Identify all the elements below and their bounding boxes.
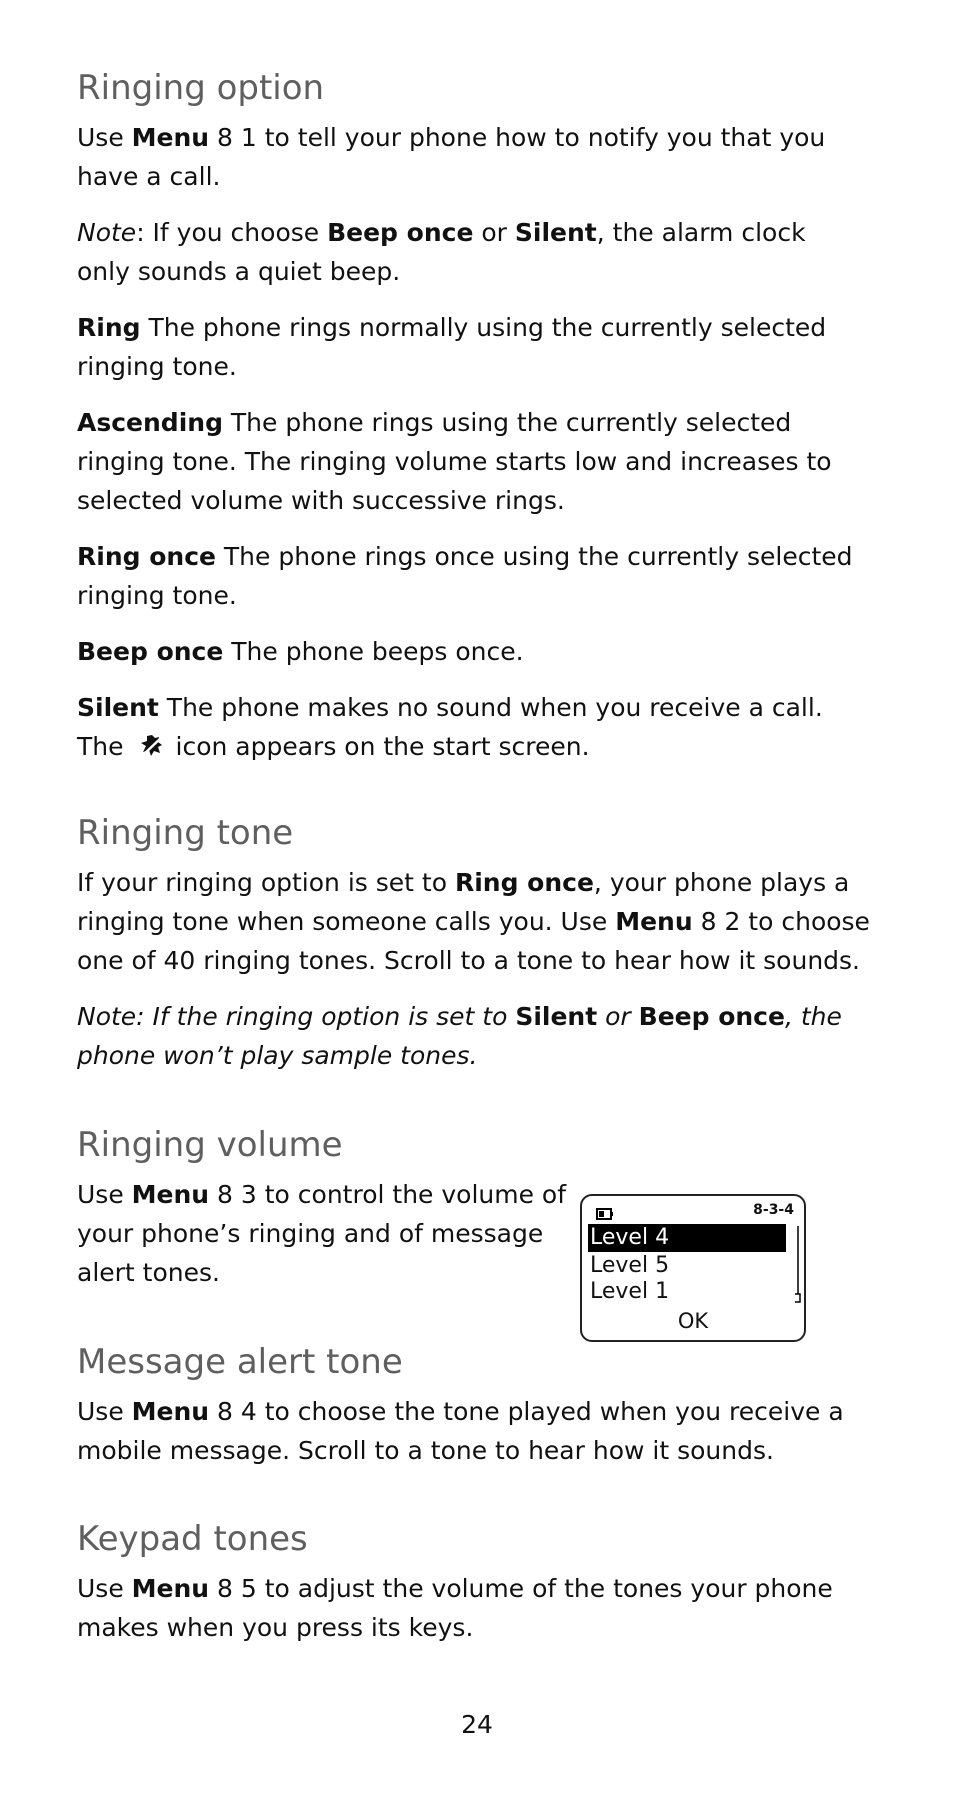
option-silent-line2: The icon appears on the start screen. xyxy=(77,732,590,761)
option-ring-line2: ringing tone. xyxy=(77,352,237,381)
option-beep-once: Beep once The phone beeps once. xyxy=(77,637,524,666)
keypad-tones-line2: makes when you press its keys. xyxy=(77,1613,474,1642)
option-silent: Silent The phone makes no sound when you receive a call. xyxy=(77,693,823,722)
heading-ringing-volume: Ringing volume xyxy=(77,1125,343,1165)
option-ring: Ring The phone rings normally using the currently selected xyxy=(77,313,827,342)
option-ascending-line3: selected volume with successive rings. xyxy=(77,486,565,515)
ringing-volume-line2: your phone’s ringing and of message xyxy=(77,1219,544,1248)
message-alert-line1: Use Menu 8 4 to choose the tone played when you receive a xyxy=(77,1397,844,1426)
keypad-tones-line1: Use Menu 8 5 to adjust the volume of the tones your phone xyxy=(77,1574,833,1603)
silent-bell-icon xyxy=(138,731,166,757)
ringing-volume-line3: alert tones. xyxy=(77,1258,220,1287)
page-number: 24 xyxy=(461,1710,493,1739)
ringing-volume-line1: Use Menu 8 3 to control the volume of xyxy=(77,1180,567,1209)
ringing-option-intro: Use Menu 8 1 to tell your phone how to notify you that you xyxy=(77,123,826,152)
menu-code: 8-3-4 xyxy=(753,1202,794,1218)
heading-ringing-tone: Ringing tone xyxy=(77,813,294,853)
ringing-option-intro-line2: have a call. xyxy=(77,162,221,191)
screen-item-selected xyxy=(588,1224,786,1252)
phone-screen xyxy=(580,1194,806,1342)
option-ascending-line2: ringing tone. The ringing volume starts low and increases to xyxy=(77,447,832,476)
softkey-ok: OK xyxy=(677,1309,709,1333)
option-ascending: Ascending The phone rings using the currently selected xyxy=(77,408,792,437)
ringing-option-note-line2: only sounds a quiet beep. xyxy=(77,257,401,286)
ringing-tone-note: Note: If the ringing option is set to Silent or Beep once, the xyxy=(77,1002,842,1031)
scrollbar xyxy=(794,1226,802,1312)
screen-item-label: Level 4 xyxy=(590,1225,670,1250)
message-alert-line2: mobile message. Scroll to a tone to hear how it sounds. xyxy=(77,1436,774,1465)
option-ring-once: Ring once The phone rings once using the currently selected xyxy=(77,542,853,571)
ringing-tone-line2: ringing tone when someone calls you. Use Menu 8 2 to choose xyxy=(77,907,870,936)
ringing-tone-note-line2: phone won’t play sample tones. xyxy=(77,1041,478,1070)
option-ring-once-line2: ringing tone. xyxy=(77,581,237,610)
ringing-option-note: Note: If you choose Beep once or Silent, the alarm clock xyxy=(77,218,806,247)
heading-message-alert-tone: Message alert tone xyxy=(77,1342,403,1382)
heading-keypad-tones: Keypad tones xyxy=(77,1519,308,1559)
ringing-tone-line3: one of 40 ringing tones. Scroll to a tone to hear how it sounds. xyxy=(77,946,861,975)
battery-icon xyxy=(596,1206,614,1225)
screen-item: Level 1 xyxy=(590,1279,670,1304)
screen-item: Level 5 xyxy=(590,1253,670,1278)
heading-ringing-option: Ringing option xyxy=(77,68,325,108)
ringing-tone-line1: If your ringing option is set to Ring once, your phone plays a xyxy=(77,868,850,897)
